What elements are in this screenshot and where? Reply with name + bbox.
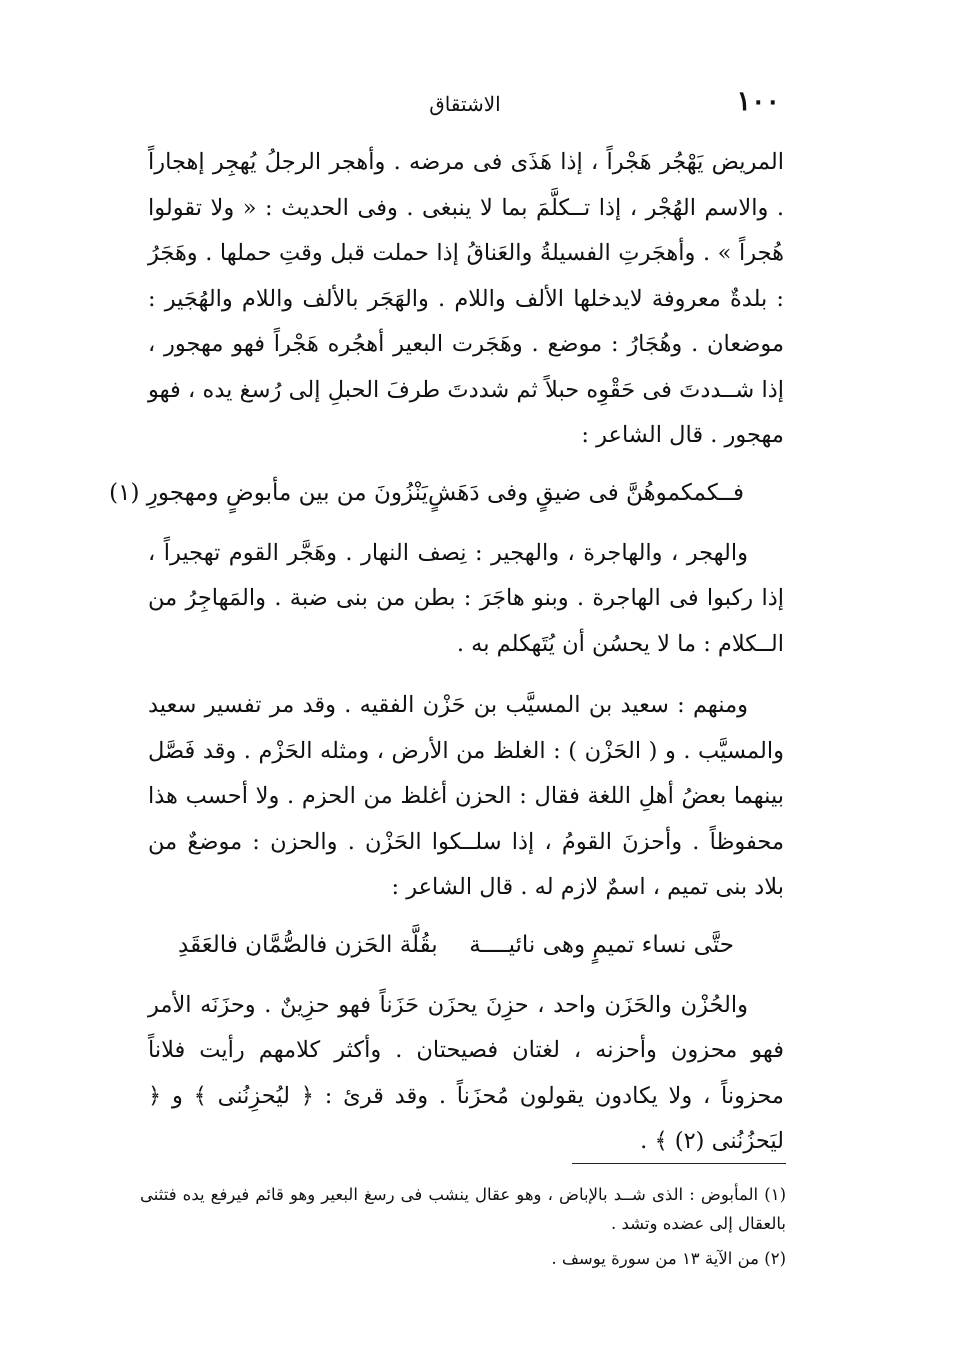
footnote-2: (٢) من الآية ١٣ من سورة يوسف . — [551, 1249, 786, 1268]
paragraph-1: المريض يَهْجُر هَجْراً ، إذا هَذَى فى مرضه . وأهجر الرجلُ يُهجِر إهجاراً . والاسم الهُجْر ، إذا تــكلَّمَ بما لا ينبغى . وفى الحديث : « ولا تقولوا هُجراً » . وأهجَرتِ الفسيلةُ والعَناقُ إذا حملت قبل وقتِ حملها . وهَجَرُ : بلدةٌ معروفة لايدخلها الألف واللام . والهَجَر بالألف واللام والهُجَير : موضعان . وهُجَارُ : موضع . وهَجَرت البعير أهجُره هَجْراً فهو مهجور ، إذا شــددتَ فى حَقْوِه حبلاً ثم شددتَ طرفَ الحبلِ إلى رُسغ يده ، فهو مهجور . قال الشاعر : — [148, 149, 784, 448]
verse-2 — [148, 921, 784, 969]
page-header — [150, 86, 780, 126]
paragraph-3: ومنهم : سعيد بن المسيَّب بن حَزْن الفقيه . وقد مر تفسير سعيد والمسيَّب . و ( الحَزْن ) : الغلظ من الأرض ، ومثله الحَزْم . وقد فَصَّل بينهما بعضُ أهلِ اللغة فقال : الحزن أغلظ من الحزم . ولا أحسب هذا محفوظاً . وأحزنَ القومُ ، إذا سلــكوا الحَزْن . والحزن : موضعٌ من بلاد بنى تميم ، اسمٌ لازم له . قال الشاعر : — [148, 692, 784, 900]
footnotes — [140, 1180, 786, 1273]
page-number: ١٠٠ — [736, 86, 780, 117]
verse-1-second-hemistich: يَنْزُونَ من بين مأبوضٍ ومهجورِ (١) — [109, 479, 428, 506]
footnote-1: (١) المأبوض : الذى شــد بالإباض ، وهو عقال ينشب فى رسغ البعير وهو قائم فيرفع يده فتثنى بالعقال إلى عضده وتشد . — [140, 1185, 786, 1233]
paragraph-2: والهجر ، والهاجرة ، والهجير : نِصف النهار . وهَجَّر القوم تهجيراً ، إذا ركبوا فى الهاجرة . وبنو هاجَرَ : بطن من بنى ضبة . والمَهاجِرُ من الــكلام : ما لا يحسُن أن يُتَهكلم به . — [148, 539, 784, 657]
verse-2-first-hemistich: حتَّى نساء تميمٍ وهى نائيــــة — [469, 931, 734, 958]
verse-1 — [109, 469, 784, 517]
verse-1-first-hemistich: فــكمكموهُنَّ فى ضيقٍ وفى دَهَشٍ — [427, 479, 744, 506]
paragraph-4: والحُزْن والحَزَن واحد ، حزِنَ يحزَن حَزَناً فهو حزِينٌ . وحزَنَه الأمر فهو محزون وأحزنه ، لغتان فصيحتان . وأكثر كلامهم رأيت فلاناً محزوناً ، ولا يكادون يقولون مُحزَناً . وقد قرئ : ﴿ ليُحزِنُنى ﴾ و ﴿ ليَحزُنُنى (٢) ﴾ . — [148, 991, 784, 1154]
main-text — [109, 140, 784, 1165]
running-title: الاشتقاق — [429, 92, 501, 116]
footnote-divider — [572, 1163, 786, 1164]
verse-2-second-hemistich: بقُلَّة الحَزن فالصُّمَّان فالعَقَدِ — [178, 931, 438, 958]
